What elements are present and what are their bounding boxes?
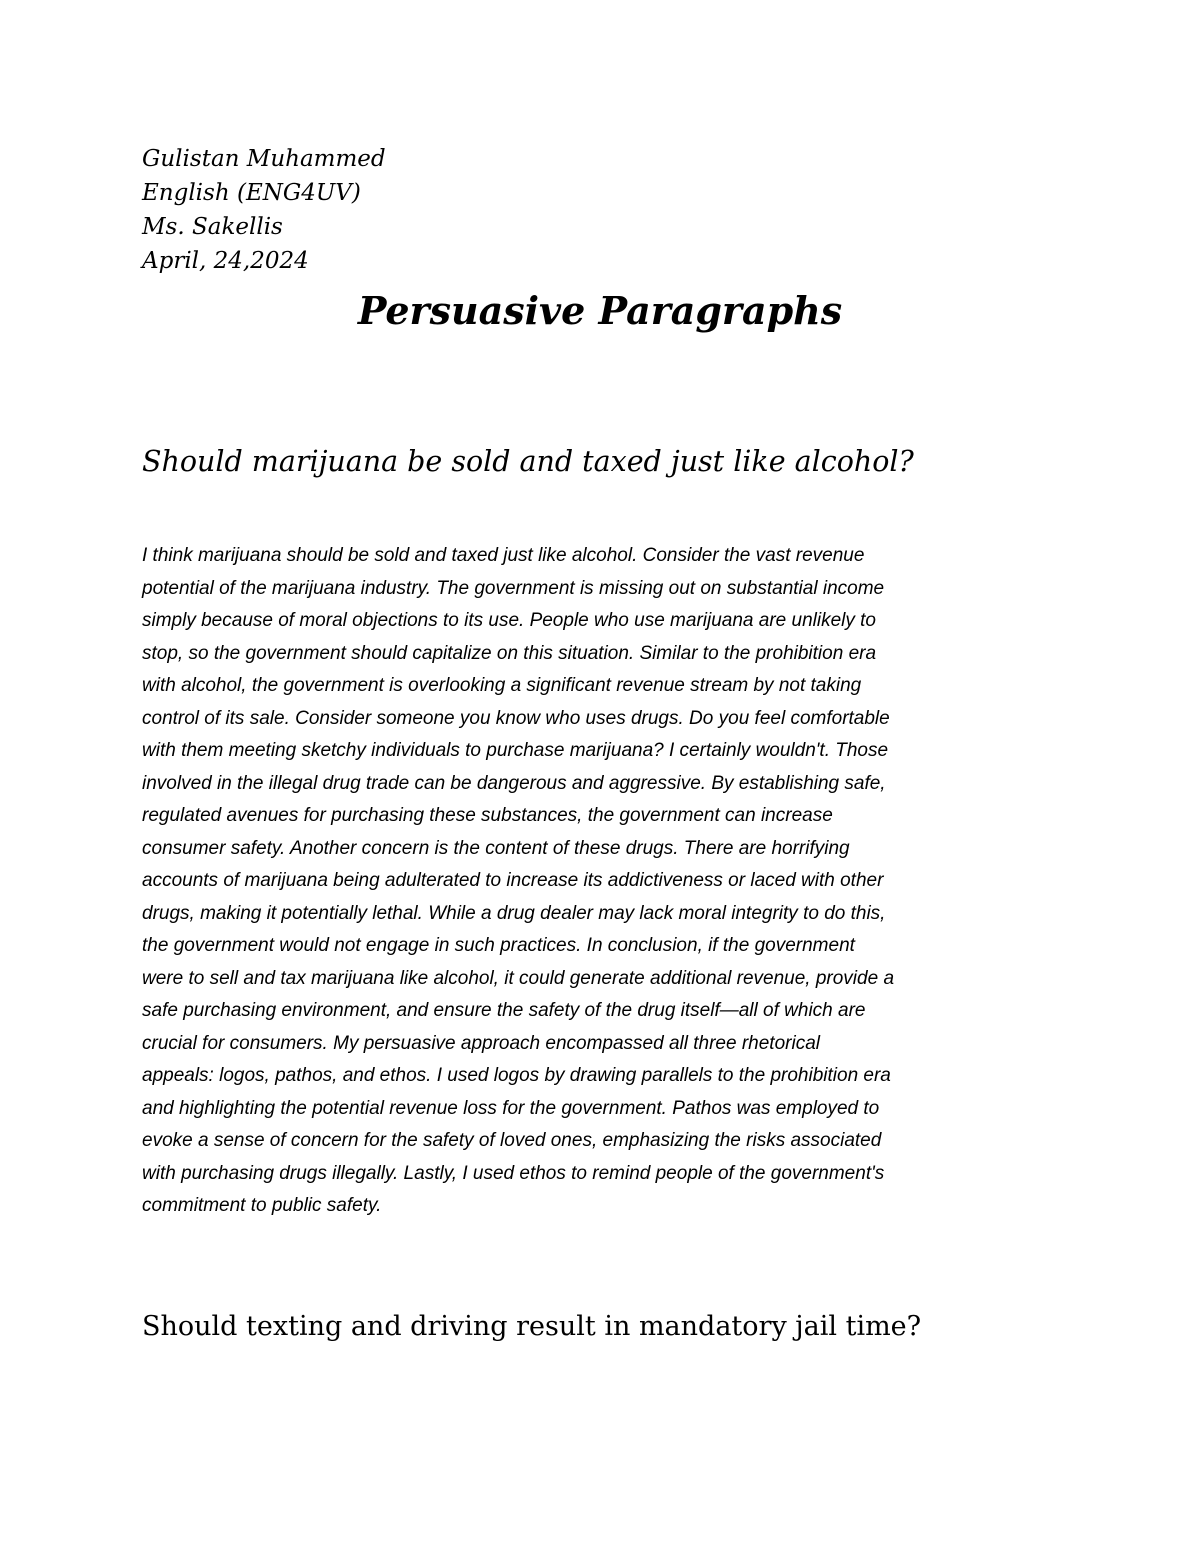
paragraph-line: drugs, making it potentially lethal. While a drug dealer may lack moral integrity to do this, — [142, 902, 886, 924]
paragraph-line: regulated avenues for purchasing these substances, the government can increase — [142, 805, 833, 826]
author-name: Gulistan Muhammed — [142, 146, 386, 172]
paragraph-line: crucial for consumers. My persuasive approach encompassed all three rhetorical — [142, 1032, 820, 1054]
paragraph-line: consumer safety. Another concern is the content of these drugs. There are horrifying — [142, 837, 850, 859]
paragraph-line: with alcohol, the government is overlooking a significant revenue stream by not taking — [142, 675, 862, 696]
paragraph-line: with purchasing drugs illegally. Lastly, I used ethos to remind people of the government's — [142, 1162, 885, 1184]
paragraph-line: stop, so the government should capitalize on this situation. Similar to the prohibition era — [142, 642, 877, 664]
paragraph-line: and highlighting the potential revenue loss for the government. Pathos was employed to — [142, 1097, 880, 1119]
teacher-name: Ms. Sakellis — [142, 214, 283, 240]
paragraph-line: I think marijuana should be sold and taxed just like alcohol. Consider the vast revenue — [142, 545, 865, 566]
page-title: Persuasive Paragraphs — [357, 288, 843, 333]
paragraph-line: were to sell and tax marijuana like alcohol, it could generate additional revenue, provide a — [142, 967, 895, 989]
paragraph-line: safe purchasing environment, and ensure the safety of the drug itself—all of which are — [142, 1000, 866, 1021]
paragraph-line: simply because of moral objections to its use. People who use marijuana are unlikely to — [142, 610, 876, 631]
course-name: English (ENG4UV) — [142, 180, 361, 206]
section-heading-texting: Should texting and driving result in mandatory jail time? — [142, 1311, 922, 1342]
persuasive-paragraph — [142, 540, 1062, 1223]
paragraph-line: the government would not engage in such practices. In conclusion, if the government — [142, 935, 855, 956]
paragraph-line: evoke a sense of concern for the safety of loved ones, emphasizing the risks associated — [142, 1130, 882, 1151]
paragraph-line: commitment to public safety. — [142, 1195, 382, 1216]
paragraph-line: potential of the marijuana industry. The government is missing out on substantial income — [142, 577, 885, 599]
paragraph-line: control of its sale. Consider someone you know who uses drugs. Do you feel comfortable — [142, 707, 890, 729]
document-header — [142, 142, 642, 278]
paragraph-line: with them meeting sketchy individuals to purchase marijuana? I certainly wouldn't. Those — [142, 740, 889, 761]
paragraph-line: accounts of marijuana being adulterated to increase its addictiveness or laced with other — [142, 870, 884, 891]
section-heading-marijuana: Should marijuana be sold and taxed just like alcohol? — [142, 445, 914, 478]
document-date: April, 24,2024 — [142, 248, 309, 274]
paragraph-line: appeals: logos, pathos, and ethos. I used logos by drawing parallels to the prohibition era — [142, 1065, 891, 1086]
paragraph-line: involved in the illegal drug trade can be dangerous and aggressive. By establishing safe, — [142, 772, 886, 794]
